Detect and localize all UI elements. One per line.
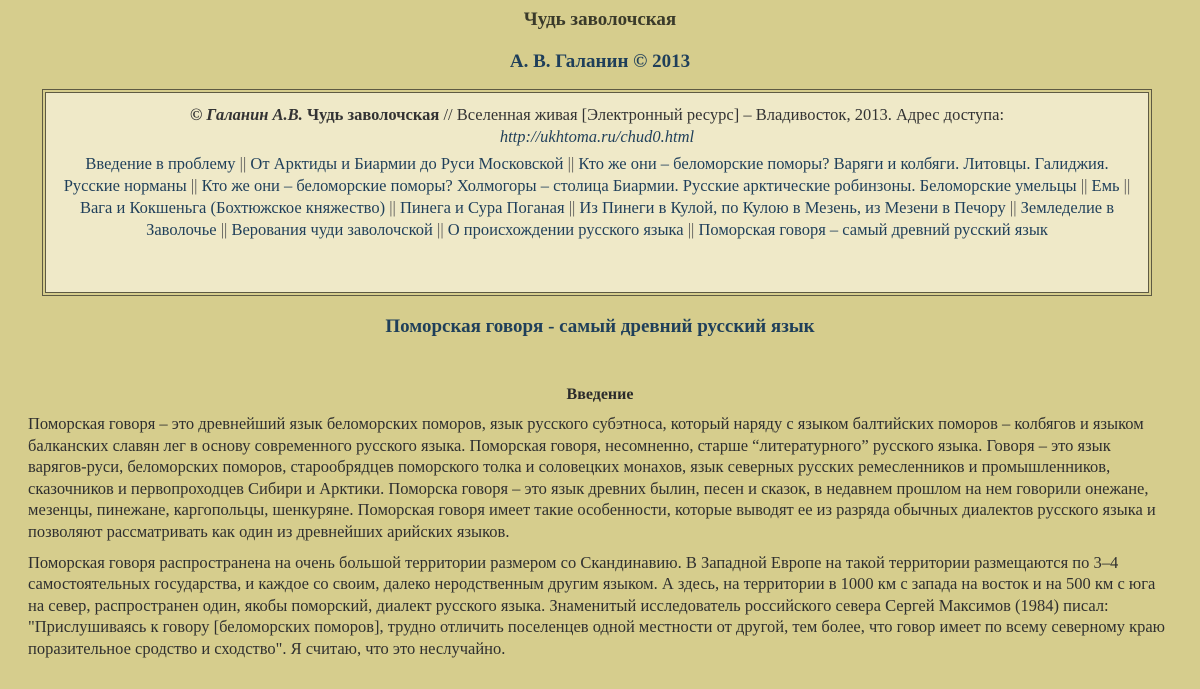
- nav-link[interactable]: Пинега и Сура Поганая: [399, 198, 565, 217]
- paragraph: Поморская говоря – это древнейший язык беломорских поморов, язык русского субэтноса, который наряду с языком балтийских поморов – колбягов и языком балканских славян лег в основу современного русского языка. Поморская говоря, несомненно, старше “литературного” русского языка. Говоря – это язык варягов-руси, беломорских поморов, старообрядцев поморского толка и соловецких монахов, язык северных русских ремесленников и промышленников, сказочников и первопроходцев Сибири и Арктики. Поморска говоря – это язык древних былин, песен и сказок, в недавнем прошлом на нем говорили онежане, мезенцы, пинежане, каргопольцы, шенкуряне. Поморская говоря имеет такие особенности, которые выводят ее из разряда обычных диалектов русского языка и позволяют рассматривать как один из древнейших арийских языков.: [28, 414, 1156, 541]
- nav-link[interactable]: Земледелие в Заволочье: [146, 198, 1115, 239]
- nav-link[interactable]: О происхождении русского языка: [447, 220, 684, 239]
- chapter-navigation: [60, 153, 1134, 241]
- nav-separator: ||: [216, 220, 232, 239]
- nav-link[interactable]: Кто же они – беломорские поморы? Варяги и колбяги. Литовцы. Галиджия. Русские норманы: [63, 154, 1109, 195]
- citation-box: [45, 92, 1149, 293]
- nav-link[interactable]: Поморская говоря – самый древний русский язык: [698, 220, 1048, 239]
- citation-author: © Галанин А.В.: [189, 105, 303, 124]
- nav-link[interactable]: От Арктиды и Биармии до Руси Московской: [250, 154, 564, 173]
- site-title: Чудь заволочская: [523, 9, 677, 30]
- nav-separator: ||: [432, 220, 448, 239]
- author-line: А. В. Галанин © 2013: [509, 51, 691, 72]
- nav-separator: ||: [1119, 176, 1131, 195]
- citation-line: [60, 104, 1134, 148]
- nav-link[interactable]: Из Пинеги в Кулой, по Кулою в Мезень, из Мезени в Печору: [579, 198, 1006, 217]
- paragraph: Поморская говоря распространена на очень большой территории размером со Скандинавию. В Западной Европе на такой территории размещаются по 3–4 самостоятельных государства, и каждое со своим, далеко неродственным другим языком. А здесь, на территории в 1000 км с запада на восток и на 500 км с юга на север, распространен один, якобы поморский, диалект русского языка. Знаменитый исследователь российского севера Сергей Максимов (1984) писал: "Прислушиваясь к говору [беломорских поморов], трудно отличить поселенцев одной местности от другой, тем более, что говор имеет по всему северному краю поразительное сродство и сходство". Я считаю, что это неслучайно.: [28, 552, 1165, 658]
- nav-separator: ||: [1005, 198, 1021, 217]
- nav-separator: ||: [186, 176, 202, 195]
- nav-separator: ||: [1076, 176, 1092, 195]
- section-heading: Введение: [566, 386, 634, 403]
- article-body: [28, 413, 1172, 669]
- citation-rest: // Вселенная живая [Электронный ресурс] – Владивосток, 2013. Адрес доступа:: [439, 105, 1005, 124]
- nav-separator: ||: [235, 154, 251, 173]
- nav-link[interactable]: Емь: [1091, 176, 1120, 195]
- citation-work: Чудь заволочская: [306, 105, 440, 124]
- nav-separator: ||: [564, 198, 580, 217]
- nav-link[interactable]: Кто же они – беломорские поморы? Холмогоры – столица Биармии. Русские арктические робинзоны. Беломорские умельцы: [201, 176, 1077, 195]
- nav-separator: ||: [683, 220, 699, 239]
- nav-link[interactable]: Вага и Кокшеньга (Бохтюжское княжество): [79, 198, 386, 217]
- nav-link[interactable]: Верования чуди заволочской: [231, 220, 433, 239]
- nav-separator: ||: [563, 154, 579, 173]
- nav-link[interactable]: Введение в проблему: [85, 154, 236, 173]
- nav-separator: ||: [385, 198, 400, 217]
- citation-url: http://ukhtoma.ru/chud0.html: [499, 127, 695, 146]
- article-title: Поморская говоря - самый древний русский язык: [385, 316, 815, 337]
